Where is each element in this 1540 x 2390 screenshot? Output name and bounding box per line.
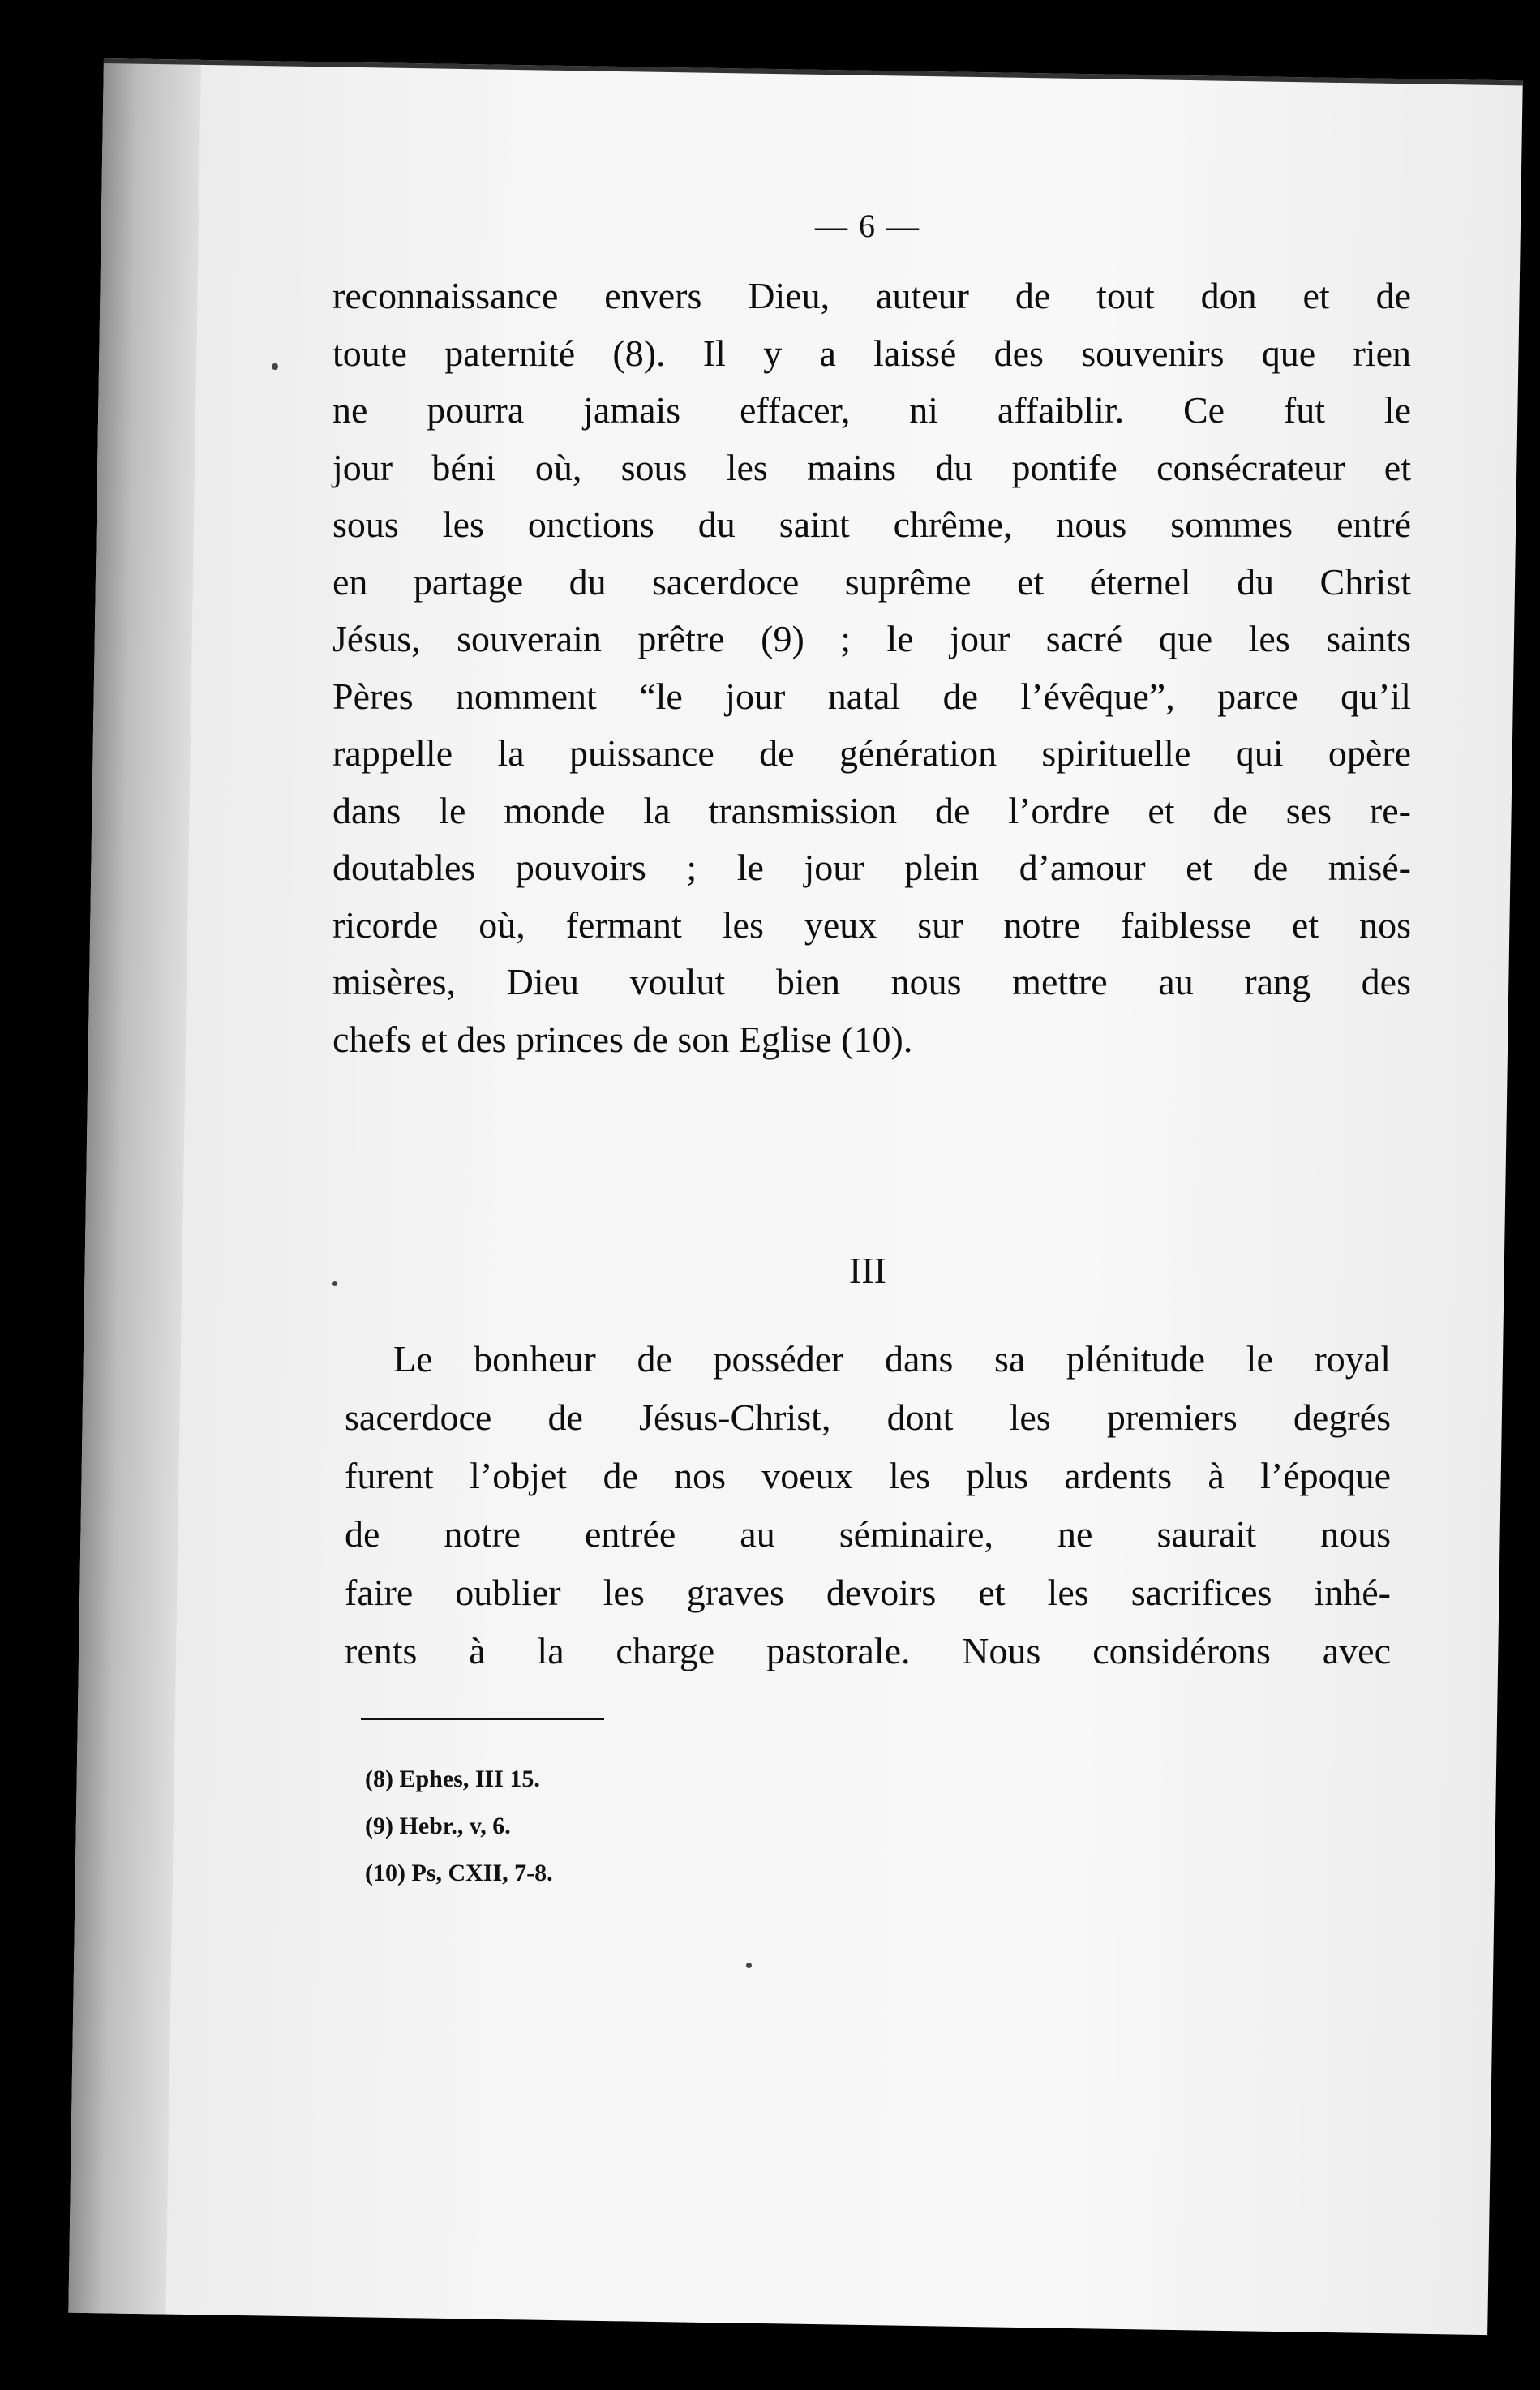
text-line: chefs et des princes de son Eglise (10). bbox=[332, 1018, 913, 1060]
text-line: reconnaissance envers Dieu, auteur de tout don et de bbox=[332, 275, 1411, 316]
text-line: ricorde où, fermant les yeux sur notre faiblesse et nos bbox=[332, 903, 1411, 946]
text-line: sous les onctions du saint chrême, nous sommes entré bbox=[332, 504, 1411, 545]
text-line: jour béni où, sous les mains du pontife consécrateur et bbox=[332, 446, 1411, 488]
text-line: ne pourra jamais effacer, ni affaiblir. Ce fut le bbox=[332, 389, 1411, 431]
footnote-8: (8) Ephes, III 15. bbox=[365, 1766, 540, 1792]
text-line: Le bonheur de posséder dans sa plénitude le royal bbox=[393, 1338, 1391, 1380]
text-line: dans le monde la transmission de l’ordre et de ses re- bbox=[332, 789, 1411, 831]
text-line: en partage du sacerdoce suprême et éternel du Christ bbox=[332, 560, 1411, 603]
section-heading: III bbox=[849, 1250, 886, 1291]
footnote-9: (9) Hebr., v, 6. bbox=[365, 1813, 511, 1839]
scan-speck bbox=[746, 1963, 752, 1968]
text-line: misères, Dieu voulut bien nous mettre au rang des bbox=[332, 961, 1411, 1002]
text-line: de notre entrée au séminaire, ne saurait nous bbox=[345, 1513, 1391, 1555]
top-edge bbox=[104, 58, 1523, 85]
page-fold-shadow bbox=[68, 58, 201, 2315]
text-line: toute paternité (8). Il y a laissé des souvenirs que rien bbox=[332, 332, 1411, 374]
text-line: Jésus, souverain prêtre (9) ; le jour sacré que les saints bbox=[332, 618, 1411, 659]
footnote-separator bbox=[361, 1718, 604, 1720]
footnotes bbox=[365, 1756, 553, 1897]
paragraph-1 bbox=[332, 268, 1411, 1068]
text-line: sacerdoce de Jésus-Christ, dont les premiers degrés bbox=[345, 1397, 1391, 1438]
text-line: faire oublier les graves devoirs et les sacrifices inhé- bbox=[345, 1572, 1391, 1613]
page-number: — 6 — bbox=[815, 208, 920, 244]
text-line: Pères nomment “le jour natal de l’évêque”, parce qu’il bbox=[332, 675, 1411, 717]
paragraph-2 bbox=[345, 1330, 1391, 1680]
text-line: doutables pouvoirs ; le jour plein d’amour et de misé- bbox=[332, 847, 1411, 888]
scan-speck bbox=[272, 363, 278, 370]
text-line: furent l’objet de nos voeux les plus ardents à l’époque bbox=[345, 1455, 1391, 1496]
text-line: rents à la charge pastorale. Nous considérons avec bbox=[345, 1630, 1391, 1671]
scan-speck bbox=[332, 1281, 337, 1286]
footnote-10: (10) Ps, CXII, 7-8. bbox=[365, 1860, 553, 1886]
text-line: rappelle la puissance de génération spirituelle qui opère bbox=[332, 732, 1411, 774]
